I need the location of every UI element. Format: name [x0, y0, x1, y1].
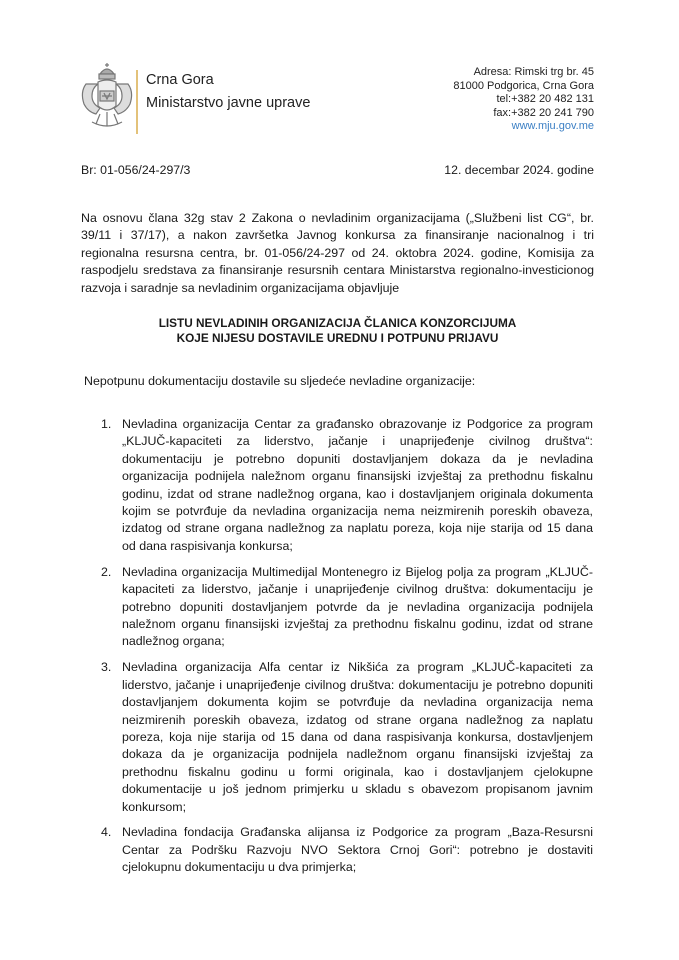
- country-name: Crna Gora: [146, 72, 214, 88]
- list-item: [0, 564, 593, 651]
- list-item-number: 4.: [101, 825, 112, 840]
- list-item-text: Nevladina organizacija Alfa centar iz Nikšića za program „KLJUČ-kapaciteti za liderstvo, jačanje i unaprijeđenje civilnog društva: dokumentaciju je potrebno dopuniti dostavljanjem dokumenta kojim se potvrđuje da nevladina organizacija nema neizmirenih poreskih obaveza, izdatog od strane organa nadležnog za naplatu poreza, koja nije starija od 15 dana od dana raspisivanja konkursa, dostavljenjem dokaza da je organizacija podnijela nadležnom organu finansijski izvještaj za prethodnu fiskalnu godinu u formi originala, kao i dostavljanjem cjelokupne dokumentacije u još jednom primjerku u skladu s obavezom propisanom javnim konkursom;: [122, 660, 593, 814]
- list-item-text: Nevladina organizacija Multimedijal Montenegro iz Bijelog polja za program „KLJUČ-kapaciteti za liderstvo, jačanje i unaprijeđenje civilnog društva: dokumentaciju je potrebno dopuniti dostavljanjem potvrde da je nevladina organizacija podnijela naležnom organu finansijski izvještaj za prethodnu fiskalnu godinu, izdat od strane nadležnog organa;: [122, 564, 593, 649]
- montenegro-coat-of-arms-icon: [78, 62, 136, 132]
- list-item-number: 2.: [101, 564, 112, 579]
- address-line: 81000 Podgorica, Crna Gora: [453, 79, 594, 92]
- phone-line: tel:+382 20 482 131: [496, 93, 594, 106]
- title-line-1: LISTU NEVLADINIH ORGANIZACIJA ČLANICA KONZORCIJUMA: [158, 316, 517, 330]
- website-link[interactable]: www.mju.gov.me: [511, 120, 594, 133]
- title-line-2: KOJE NIJESU DOSTAVILE UREDNU I POTPUNU PRIJAVU: [176, 330, 499, 345]
- address-line: Adresa: Rimski trg br. 45: [473, 66, 594, 78]
- list-item-text: Nevladina fondacija Građanska alijansa iz Podgorice za program „Baza-Resursni Centar za Podršku Razvoju NVO Sektora Crnoj Gori“: potrebno je dostaviti cjelokupnu dokumentaciju u dva primjerka;: [122, 825, 593, 875]
- organization-list: [0, 416, 593, 885]
- document-title: [81, 316, 594, 345]
- reference-line: [81, 163, 594, 177]
- list-item-number: 1.: [101, 417, 112, 431]
- list-item-text: Nevladina organizacija Centar za građansko obrazovanje iz Podgorice za program „KLJUČ-kapaciteti za liderstvo, jačanje i unaprijeđenje civilnog društva“: dokumentaciju je potrebno dopuniti dostavljanjem dokaza da je nevladina organizacija podnijela naležnom organu finansijski izvještaj za prethodnu fiskalnu godinu, izdat od strane nadležnog organa, kao i dostavljanjem originala dokumenta kojim se potvrđuje da nevladina organizacija nema neizmirenih poreskih obaveza, izdatog od strane organa nadležnog za naplatu poreza, koja nije starija od 15 dana od dana raspisivanja konkursa;: [122, 417, 593, 553]
- document-date: 12. decembar 2024. godine: [444, 163, 594, 177]
- fax-line: fax:+382 20 241 790: [493, 106, 594, 119]
- issuer-block: [146, 69, 310, 115]
- address-block: [453, 66, 594, 134]
- list-item-number: 3.: [101, 660, 112, 675]
- ministry-name: Ministarstvo javne uprave: [146, 95, 311, 111]
- list-item: [0, 659, 593, 816]
- list-item: [0, 824, 593, 876]
- header-divider: [136, 70, 138, 134]
- list-item: [0, 416, 593, 555]
- reference-number: Br: 01-056/24-297/3: [81, 163, 191, 177]
- lead-sentence: Nepotpunu dokumentaciju dostavile su sljedeće nevladine organizacije:: [84, 374, 476, 388]
- intro-paragraph: Na osnovu člana 32g stav 2 Zakona o nevladinim organizacijama („Službeni list CG“, br. 39/11 i 37/17), a nakon završetka Javnog konkursa za finansiranje nacionalnog i tri regionalna resursna centra, br. 01-056/24-297 od 24. oktobra 2024. godine, Komisija za raspodjelu sredstava za finansiranje resursnih centara Ministarstva regionalno-investicionog razvoja i saradnje sa nevladinim organizacijama objavljuje: [81, 211, 594, 295]
